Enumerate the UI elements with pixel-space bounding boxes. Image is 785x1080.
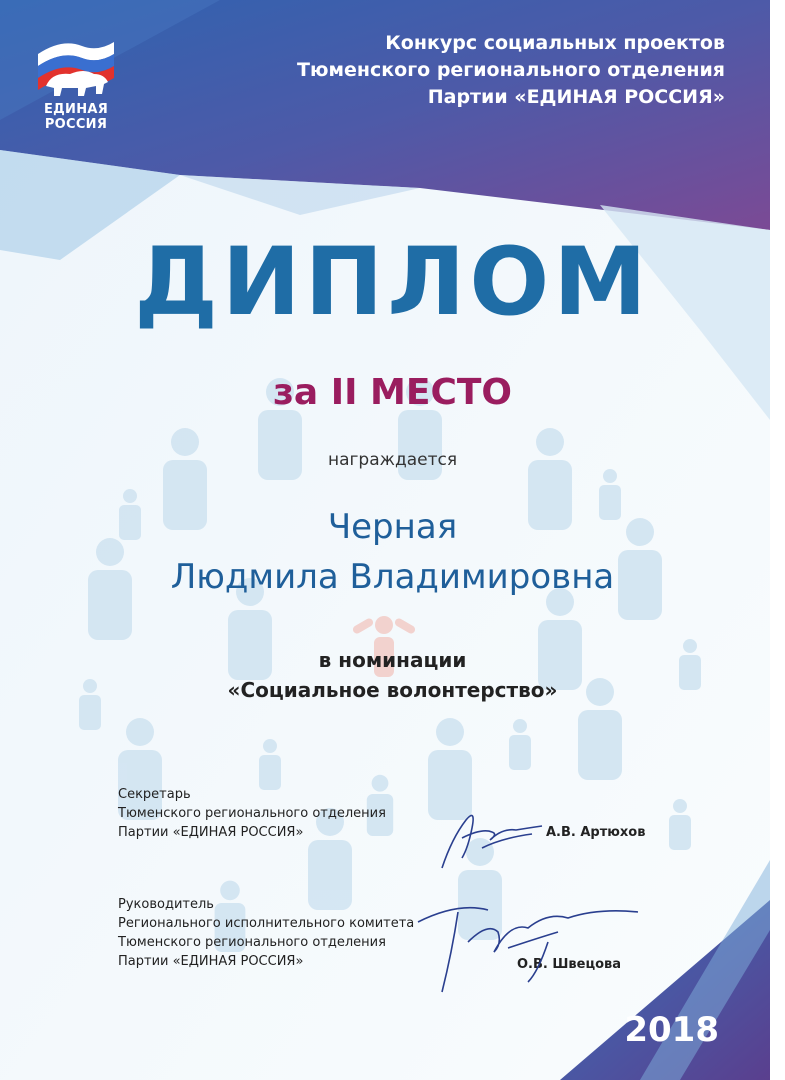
signatory-position-line: Партии «ЕДИНАЯ РОССИЯ» [118,954,304,969]
contest-header [165,30,725,111]
header-line-2: Тюменского регионального отделения [297,59,725,81]
signatory-secretary [118,785,386,842]
recipient-name [0,502,785,602]
signatory-position-line: Тюменского регионального отделения [118,806,386,821]
header-line-1: Конкурс социальных проектов [385,32,725,54]
logo-wordmark [32,102,120,132]
nomination-intro: в номинации [318,648,467,672]
signatory-head [118,895,414,971]
nomination [0,645,785,705]
year: 2018 [624,1010,719,1050]
signatory-position-line: Тюменского регионального отделения [118,935,386,950]
recipient-surname: Черная [327,507,458,547]
signature-artyukhov [432,798,562,878]
signatory-secretary-name: А.В. Артюхов [546,825,646,840]
party-logo [32,28,120,138]
diploma-title: ДИПЛОМ [134,228,651,337]
awarded-label: награждается [327,450,458,470]
nomination-title: «Социальное волонтерство» [227,678,558,702]
signatory-position-line: Партии «ЕДИНАЯ РОССИЯ» [118,825,304,840]
logo-line-2: РОССИЯ [44,117,108,132]
signatory-position-line: Регионального исполнительного комитета [118,916,415,931]
bear-flag-icon [32,28,120,102]
recipient-given-names: Людмила Владимировна [170,557,615,597]
signatory-position-line: Руководитель [118,897,214,912]
header-line-3: Партии «ЕДИНАЯ РОССИЯ» [427,86,725,108]
place-label: за II МЕСТО [272,372,513,413]
signature-shvetsova [398,882,658,1012]
logo-line-1: ЕДИНАЯ [43,102,109,117]
signatory-head-name: О.В. Швецова [517,957,622,972]
signatory-position-line: Секретарь [118,787,191,802]
